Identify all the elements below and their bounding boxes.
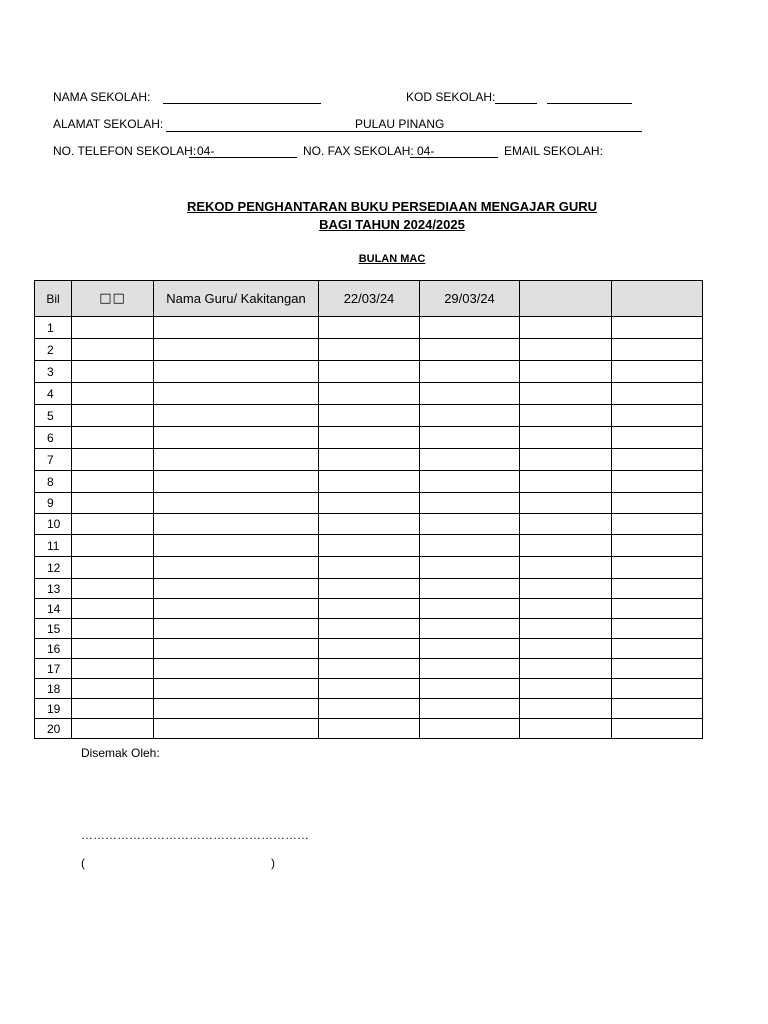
table-cell[interactable] xyxy=(420,619,520,639)
table-cell[interactable] xyxy=(612,449,703,471)
table-cell[interactable] xyxy=(520,535,612,557)
table-cell[interactable] xyxy=(154,317,319,339)
table-cell[interactable] xyxy=(612,579,703,599)
table-row xyxy=(35,557,703,579)
alamat-sekolah-field[interactable] xyxy=(166,131,642,132)
table-cell[interactable] xyxy=(520,639,612,659)
table-row xyxy=(35,639,703,659)
name-open-paren: ( xyxy=(81,856,85,870)
table-cell[interactable] xyxy=(420,599,520,619)
alamat-sekolah-label: ALAMAT SEKOLAH: xyxy=(53,117,164,131)
table-cell[interactable] xyxy=(154,361,319,383)
table-cell[interactable] xyxy=(319,493,420,514)
name-close-paren: ) xyxy=(271,856,275,870)
table-cell[interactable] xyxy=(72,579,154,599)
row-number: 10 xyxy=(35,514,72,535)
table-cell[interactable] xyxy=(420,514,520,535)
row-number: 20 xyxy=(35,719,72,739)
row-number: 3 xyxy=(35,361,72,383)
table-cell[interactable] xyxy=(612,493,703,514)
table-cell[interactable] xyxy=(520,339,612,361)
table-cell[interactable] xyxy=(154,535,319,557)
table-cell[interactable] xyxy=(154,493,319,514)
table-cell[interactable] xyxy=(154,579,319,599)
document-title-line2: BAGI TAHUN 2024/2025 xyxy=(319,217,465,232)
col-header-bil: Bil xyxy=(35,281,72,317)
table-cell[interactable] xyxy=(319,535,420,557)
table-cell[interactable] xyxy=(612,639,703,659)
table-row xyxy=(35,449,703,471)
row-number: 4 xyxy=(35,383,72,405)
table-cell[interactable] xyxy=(520,514,612,535)
col-header-empty-2 xyxy=(612,281,703,317)
table-row xyxy=(35,383,703,405)
table-cell[interactable] xyxy=(319,427,420,449)
table-cell[interactable] xyxy=(319,317,420,339)
table-cell[interactable] xyxy=(420,361,520,383)
table-cell[interactable] xyxy=(612,383,703,405)
alamat-value: PULAU PINANG xyxy=(355,117,445,131)
table-cell[interactable] xyxy=(319,449,420,471)
table-cell[interactable] xyxy=(420,383,520,405)
table-cell[interactable] xyxy=(520,449,612,471)
table-row xyxy=(35,619,703,639)
table-cell[interactable] xyxy=(154,471,319,493)
table-row xyxy=(35,317,703,339)
row-number: 8 xyxy=(35,471,72,493)
col-header-unknown-glyph: □□ xyxy=(72,281,154,317)
table-cell[interactable] xyxy=(612,405,703,427)
table-row xyxy=(35,659,703,679)
table-cell[interactable] xyxy=(72,449,154,471)
table-cell[interactable] xyxy=(72,557,154,579)
table-cell[interactable] xyxy=(612,699,703,719)
table-cell[interactable] xyxy=(319,514,420,535)
table-cell[interactable] xyxy=(319,699,420,719)
fax-label: NO. FAX SEKOLAH: xyxy=(303,144,414,158)
table-cell[interactable] xyxy=(154,679,319,699)
table-cell[interactable] xyxy=(154,383,319,405)
table-cell[interactable] xyxy=(154,639,319,659)
row-number: 12 xyxy=(35,557,72,579)
table-cell[interactable] xyxy=(154,599,319,619)
table-cell[interactable] xyxy=(154,699,319,719)
table-cell[interactable] xyxy=(319,599,420,619)
month-label: BULAN MAC xyxy=(358,253,426,265)
table-cell[interactable] xyxy=(612,361,703,383)
col-header-nama-guru: Nama Guru/ Kakitangan xyxy=(154,281,319,317)
table-cell[interactable] xyxy=(154,659,319,679)
table-row xyxy=(35,535,703,557)
table-cell[interactable] xyxy=(72,383,154,405)
table-cell[interactable] xyxy=(319,579,420,599)
table-cell[interactable] xyxy=(72,699,154,719)
table-cell[interactable] xyxy=(420,317,520,339)
row-number: 16 xyxy=(35,639,72,659)
table-cell[interactable] xyxy=(72,427,154,449)
table-cell[interactable] xyxy=(319,659,420,679)
table-cell[interactable] xyxy=(72,361,154,383)
table-cell[interactable] xyxy=(420,449,520,471)
table-row xyxy=(35,514,703,535)
row-number: 7 xyxy=(35,449,72,471)
table-cell[interactable] xyxy=(319,339,420,361)
table-cell[interactable] xyxy=(72,679,154,699)
kod-sekolah-field-2[interactable] xyxy=(547,103,632,104)
table-cell[interactable] xyxy=(612,599,703,619)
table-row xyxy=(35,699,703,719)
checked-by-label: Disemak Oleh: xyxy=(81,746,160,760)
table-cell[interactable] xyxy=(612,557,703,579)
table-cell[interactable] xyxy=(319,557,420,579)
table-cell[interactable] xyxy=(420,699,520,719)
table-cell[interactable] xyxy=(72,659,154,679)
table-cell[interactable] xyxy=(520,383,612,405)
table-cell[interactable] xyxy=(319,619,420,639)
table-cell[interactable] xyxy=(319,471,420,493)
row-number: 13 xyxy=(35,579,72,599)
table-cell[interactable] xyxy=(612,514,703,535)
table-cell[interactable] xyxy=(520,579,612,599)
table-cell[interactable] xyxy=(319,639,420,659)
table-cell[interactable] xyxy=(72,619,154,639)
table-cell[interactable] xyxy=(420,659,520,679)
table-cell[interactable] xyxy=(154,339,319,361)
table-cell[interactable] xyxy=(72,535,154,557)
kod-sekolah-field-1[interactable] xyxy=(495,103,537,104)
table-cell[interactable] xyxy=(520,427,612,449)
row-number: 9 xyxy=(35,493,72,514)
table-row xyxy=(35,361,703,383)
table-cell[interactable] xyxy=(72,639,154,659)
table-row xyxy=(35,405,703,427)
table-cell[interactable] xyxy=(612,719,703,739)
table-cell[interactable] xyxy=(319,719,420,739)
table-cell[interactable] xyxy=(612,659,703,679)
table-cell[interactable] xyxy=(420,535,520,557)
col-header-empty-1 xyxy=(520,281,612,317)
table-cell[interactable] xyxy=(154,405,319,427)
row-number: 14 xyxy=(35,599,72,619)
row-number: 19 xyxy=(35,699,72,719)
telefon-prefix: 04- xyxy=(197,144,215,158)
table-cell[interactable] xyxy=(420,339,520,361)
nama-sekolah-field[interactable] xyxy=(163,103,321,104)
table-cell[interactable] xyxy=(72,599,154,619)
table-cell[interactable] xyxy=(520,361,612,383)
table-cell[interactable] xyxy=(520,619,612,639)
row-number: 6 xyxy=(35,427,72,449)
table-cell[interactable] xyxy=(72,514,154,535)
table-row xyxy=(35,679,703,699)
table-cell[interactable] xyxy=(72,339,154,361)
row-number: 2 xyxy=(35,339,72,361)
table-cell[interactable] xyxy=(420,493,520,514)
table-cell[interactable] xyxy=(154,514,319,535)
table-cell[interactable] xyxy=(154,427,319,449)
table-cell[interactable] xyxy=(520,659,612,679)
table-cell[interactable] xyxy=(154,619,319,639)
table-cell[interactable] xyxy=(612,427,703,449)
nama-sekolah-label: NAMA SEKOLAH: xyxy=(53,90,151,104)
table-cell[interactable] xyxy=(420,427,520,449)
row-number: 11 xyxy=(35,535,72,557)
row-number: 15 xyxy=(35,619,72,639)
table-row xyxy=(35,339,703,361)
table-row xyxy=(35,599,703,619)
table-cell[interactable] xyxy=(72,719,154,739)
fax-prefix: 04- xyxy=(417,144,435,158)
table-cell[interactable] xyxy=(420,639,520,659)
table-row xyxy=(35,471,703,493)
table-cell[interactable] xyxy=(612,619,703,639)
table-cell[interactable] xyxy=(154,557,319,579)
document-title-line1: REKOD PENGHANTARAN BUKU PERSEDIAAN MENGAJAR GURU xyxy=(186,199,597,214)
table-cell[interactable] xyxy=(612,679,703,699)
delivery-record-table xyxy=(34,280,703,739)
row-number: 18 xyxy=(35,679,72,699)
table-cell[interactable] xyxy=(319,679,420,699)
table-cell[interactable] xyxy=(520,405,612,427)
table-row xyxy=(35,579,703,599)
table-cell[interactable] xyxy=(72,471,154,493)
table-cell[interactable] xyxy=(420,719,520,739)
table-cell[interactable] xyxy=(520,557,612,579)
table-cell[interactable] xyxy=(612,317,703,339)
row-number: 5 xyxy=(35,405,72,427)
table-row xyxy=(35,427,703,449)
row-number: 17 xyxy=(35,659,72,679)
signature-line[interactable]: ………………………………………………… xyxy=(81,828,309,842)
table-header-row xyxy=(35,281,703,317)
table-cell[interactable] xyxy=(420,471,520,493)
table-cell[interactable] xyxy=(520,679,612,699)
table-cell[interactable] xyxy=(420,557,520,579)
table-row xyxy=(35,493,703,514)
table-cell[interactable] xyxy=(154,719,319,739)
table-cell[interactable] xyxy=(72,317,154,339)
col-header-date-2: 29/03/24 xyxy=(420,281,520,317)
table-row xyxy=(35,719,703,739)
row-number: 1 xyxy=(35,317,72,339)
email-label: EMAIL SEKOLAH: xyxy=(504,144,603,158)
table-cell[interactable] xyxy=(520,493,612,514)
table-cell[interactable] xyxy=(612,535,703,557)
table-cell[interactable] xyxy=(420,405,520,427)
table-cell[interactable] xyxy=(612,471,703,493)
table-cell[interactable] xyxy=(520,317,612,339)
table-cell[interactable] xyxy=(520,719,612,739)
table-cell[interactable] xyxy=(319,405,420,427)
table-cell[interactable] xyxy=(520,471,612,493)
table-cell[interactable] xyxy=(520,599,612,619)
table-cell[interactable] xyxy=(72,405,154,427)
col-header-date-1: 22/03/24 xyxy=(319,281,420,317)
table-cell[interactable] xyxy=(319,361,420,383)
table-cell[interactable] xyxy=(154,449,319,471)
table-cell[interactable] xyxy=(612,339,703,361)
telefon-label: NO. TELEFON SEKOLAH: xyxy=(53,144,197,158)
table-cell[interactable] xyxy=(420,579,520,599)
table-cell[interactable] xyxy=(319,383,420,405)
kod-sekolah-label: KOD SEKOLAH: xyxy=(406,90,496,104)
table-cell[interactable] xyxy=(420,679,520,699)
table-cell[interactable] xyxy=(72,493,154,514)
table-cell[interactable] xyxy=(520,699,612,719)
